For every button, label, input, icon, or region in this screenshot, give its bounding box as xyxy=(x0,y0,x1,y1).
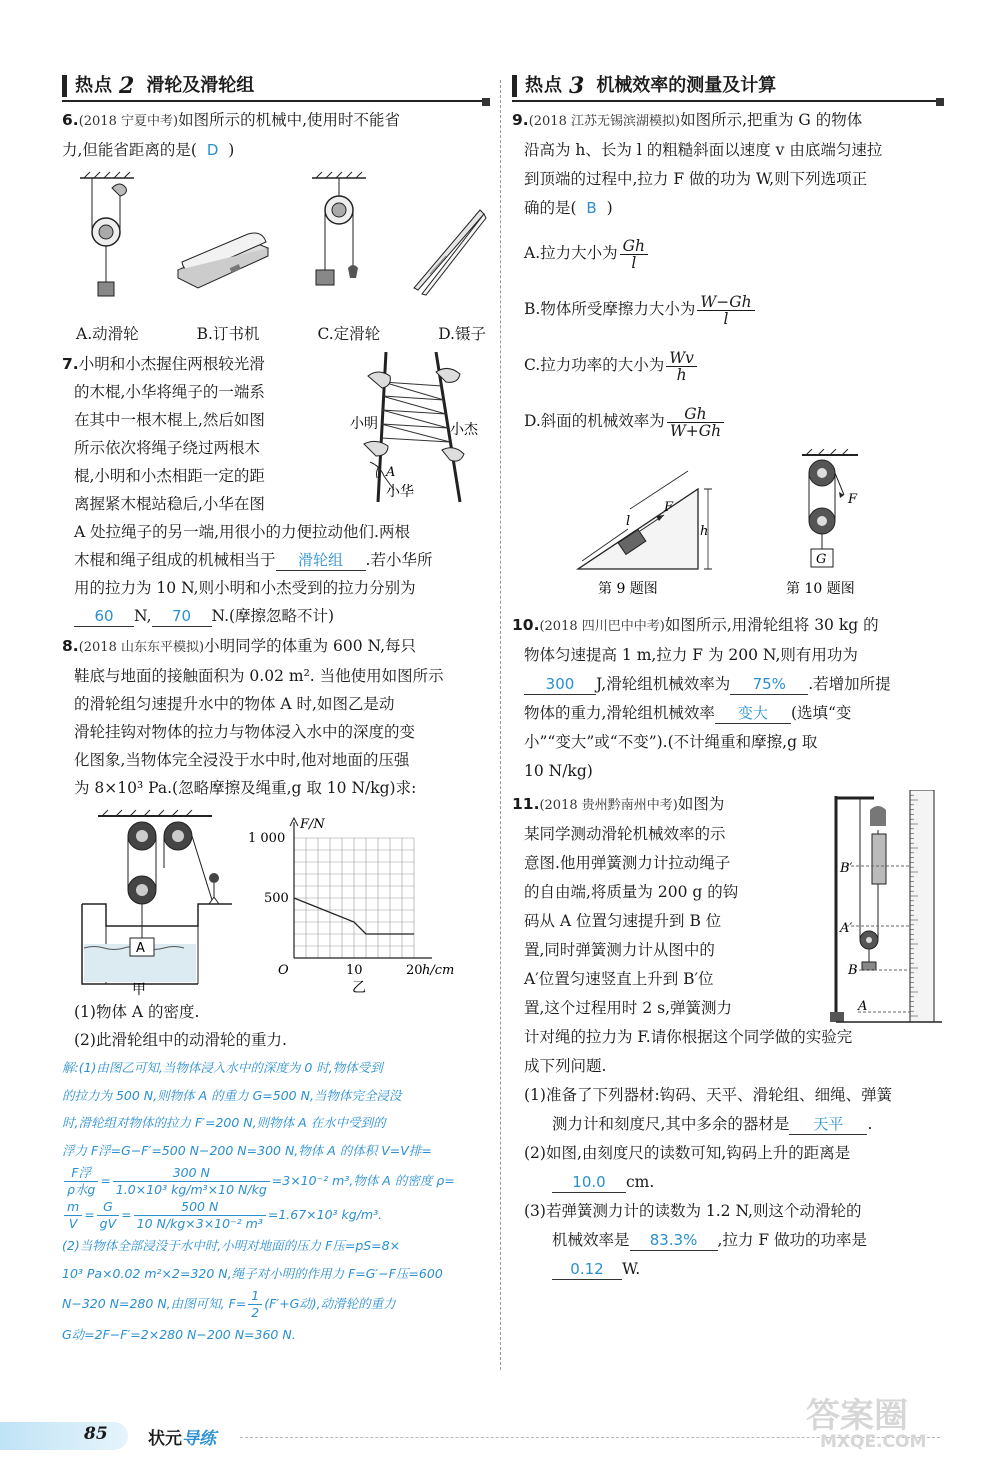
label-xiaohua: 小华 xyxy=(386,484,414,500)
figure-9-caption: 第 9 题图 xyxy=(598,581,658,597)
question-text: 为 8×10³ Pa.(忽略摩擦及绳重,g 取 10 N/kg)求: xyxy=(74,779,417,797)
question-text: 确的是( xyxy=(524,199,577,217)
q7-figure xyxy=(350,352,490,520)
denominator: l xyxy=(723,309,729,328)
answer-blank: 10.0 xyxy=(552,1172,626,1193)
question-10 xyxy=(512,611,944,786)
question-text: 测力计和刻度尺,其中多余的器材是 xyxy=(552,1115,790,1133)
solution-line: G动=2F−F′=2×280 N−200 N=360 N. xyxy=(62,1327,296,1342)
question-text: N.(摩擦忽略不计) xyxy=(211,607,335,625)
question-text: 10 N/kg) xyxy=(524,762,593,780)
page-number: 85 xyxy=(84,1424,108,1444)
question-text: 化图象,当物体完全浸没于水中时,他对地面的压强 xyxy=(74,751,410,769)
solution-line: =1.67×10³ kg/m³. xyxy=(267,1207,383,1222)
pulley-block-figure xyxy=(778,449,888,599)
question-text: 物体的重力,滑轮组机械效率 xyxy=(524,704,715,722)
question-text: 的滑轮组匀速提升水中的物体 A 时,如图乙是动 xyxy=(74,695,395,713)
question-text: 力,但能省距离的是( xyxy=(62,141,197,159)
question-9 xyxy=(512,106,944,599)
brand-part: 导练 xyxy=(182,1429,216,1449)
denominator: 2 xyxy=(251,1305,260,1320)
label-g: G xyxy=(816,552,827,567)
section-header-3 xyxy=(512,72,944,102)
denominator: W+Gh xyxy=(669,421,722,440)
numerator: 1 xyxy=(248,1288,262,1305)
denominator: V xyxy=(68,1216,78,1231)
question-source: (2018 江苏无锡滨湖模拟) xyxy=(528,114,681,129)
denominator: ρ水g xyxy=(67,1182,96,1197)
q9-q10-figures xyxy=(512,449,944,599)
question-text: ) xyxy=(228,141,235,159)
option-a: A.拉力大小为 xyxy=(524,244,618,262)
question-text: cm. xyxy=(626,1173,655,1191)
label-a: A xyxy=(386,465,396,480)
corner-mark xyxy=(936,98,944,106)
question-text: N, xyxy=(134,607,152,625)
question-text: J,滑轮组机械效率为 xyxy=(596,675,731,693)
y-tick-label: 500 xyxy=(264,891,289,906)
fixed-pulley-figure xyxy=(294,170,384,320)
numerator: 300 N xyxy=(113,1165,270,1182)
question-text: A 处拉绳子的另一端,用很小的力便拉动他们.两根 xyxy=(74,523,410,541)
fraction xyxy=(248,1288,262,1321)
numerator: Gh xyxy=(667,406,724,423)
question-text: 棍,小明和小杰相距一定的距 xyxy=(74,467,265,485)
option-c: C.定滑轮 xyxy=(317,325,381,343)
question-text: 的木棍,小华将绳子的一端系 xyxy=(74,383,265,401)
numerator: W−Gh xyxy=(697,294,754,311)
answer-blank: 83.3% xyxy=(630,1230,718,1251)
question-number: 8. xyxy=(62,637,79,655)
sub-question-1: (1)物体 A 的密度. xyxy=(74,1003,200,1021)
question-number: 7. xyxy=(62,355,79,373)
option-a: A.动滑轮 xyxy=(76,325,139,343)
answer-blank: 0.12 xyxy=(552,1259,622,1280)
question-text: 机械效率是 xyxy=(552,1231,630,1249)
solution-line: 解:(1)由图乙可知,当物体浸入水中的深度为 0 时,物体受到 xyxy=(62,1060,383,1075)
numerator: Wv xyxy=(666,350,697,367)
fraction xyxy=(64,1199,82,1232)
question-text: 如图所示,把重为 G 的物体 xyxy=(680,111,863,129)
answer-blank: 滑轮组 xyxy=(276,550,366,571)
x-tick-label: 10 xyxy=(346,963,363,978)
denominator: 1.0×10³ kg/m³×10 N/kg xyxy=(115,1182,267,1197)
question-text: 如图所示,用滑轮组将 30 kg 的 xyxy=(664,616,879,634)
question-text: 鞋底与地面的接触面积为 0.02 m². 当他使用如图所示 xyxy=(74,667,444,685)
chart-grid xyxy=(294,838,414,958)
question-text: 小”“变大”或“不变”).(不计绳重和摩擦,g 取 xyxy=(524,733,818,751)
fraction xyxy=(666,350,697,383)
solution-line: =3×10⁻² m³,物体 A 的密度 ρ= xyxy=(271,1173,455,1188)
q6-figures xyxy=(62,170,490,320)
force-depth-chart xyxy=(242,808,472,998)
page-tab xyxy=(0,1422,128,1450)
question-text: .若增加所提 xyxy=(808,675,891,693)
y-tick-label: 1 000 xyxy=(248,831,286,846)
option-d: D.镊子 xyxy=(438,325,486,343)
q6-options xyxy=(62,320,490,348)
watermark-logo: 答案圈 xyxy=(806,1396,908,1436)
section-title: 滑轮及滑轮组 xyxy=(146,75,255,96)
question-text: 小明同学的体重为 600 N,每只 xyxy=(204,637,417,655)
question-source: (2018 宁夏中考) xyxy=(78,114,179,129)
y-axis-label: F/N xyxy=(300,817,325,832)
figure-10-caption: 第 10 题图 xyxy=(786,581,855,597)
question-text: 沿高为 h、长为 l 的粗糙斜面以速度 v 由底端匀速拉 xyxy=(524,141,883,159)
x-tick-label: O xyxy=(278,963,289,978)
column-divider xyxy=(500,80,501,1370)
question-text: 滑轮挂钩对物体的拉力与物体浸入水中的深度的变 xyxy=(74,723,416,741)
q8-figures xyxy=(62,808,490,998)
question-text: 码从 A 位置匀速提升到 B 位 xyxy=(524,912,722,930)
pulley-system-figure xyxy=(62,808,242,998)
question-text: (选填“变 xyxy=(790,704,852,722)
question-text: .若小华所 xyxy=(365,551,433,569)
numerator: Gh xyxy=(620,238,648,255)
right-column xyxy=(512,72,944,1284)
label-a-prime: A′ xyxy=(840,921,853,936)
label-f: F xyxy=(664,500,674,515)
movable-pulley-figure xyxy=(62,170,152,320)
answer: B xyxy=(586,199,597,217)
question-number: 6. xyxy=(62,111,79,129)
option-c: C.拉力功率的大小为 xyxy=(524,356,665,374)
answer-blank: 75% xyxy=(730,674,808,695)
question-source: (2018 四川巴中中考) xyxy=(539,619,665,634)
solution-line: (F′+G动),动滑轮的重力 xyxy=(264,1296,396,1311)
question-text: 所示依次将绳子绕过两根木 xyxy=(74,439,261,457)
question-number: 10. xyxy=(512,616,540,634)
sub-question-3: (3)若弹簧测力计的读数为 1.2 N,则这个动滑轮的 xyxy=(524,1202,862,1220)
numerator: m xyxy=(64,1199,82,1216)
question-text: 置,这个过程用时 2 s,弹簧测力 xyxy=(524,999,733,1017)
question-11 xyxy=(512,790,944,1284)
solution-line: 时,滑轮组对物体的拉力 F′=200 N,则物体 A 在水中受到的 xyxy=(62,1115,386,1130)
answer-blank: 300 xyxy=(524,674,596,695)
question-6 xyxy=(62,106,490,348)
option-b: B.订书机 xyxy=(196,325,260,343)
corner-mark xyxy=(482,98,490,106)
question-number: 9. xyxy=(512,111,529,129)
hot-number: 3 xyxy=(569,73,585,99)
header-bar xyxy=(512,75,517,97)
option-b: B.物体所受摩擦力大小为 xyxy=(524,300,696,318)
sub-question-2: (2)此滑轮组中的动滑轮的重力. xyxy=(74,1031,287,1049)
question-8 xyxy=(62,632,490,1349)
question-text: 离握紧木棍站稳后,小华在图 xyxy=(74,495,265,513)
label-l: l xyxy=(626,514,631,529)
fraction xyxy=(113,1165,270,1198)
question-text: A′位置匀速竖直上升到 B′位 xyxy=(524,970,714,988)
fraction xyxy=(697,294,754,327)
tweezers-figure xyxy=(400,170,490,320)
fraction xyxy=(134,1199,266,1232)
question-text: ) xyxy=(606,199,613,217)
question-7 xyxy=(62,350,490,630)
incline-figure xyxy=(568,449,718,599)
question-text: 置,同时弹簧测力计从图中的 xyxy=(524,941,715,959)
question-number: 11. xyxy=(512,795,540,813)
header-bar xyxy=(62,75,67,97)
question-source: (2018 山东东平模拟) xyxy=(78,640,205,655)
left-column xyxy=(62,72,490,1349)
q11-apparatus-figure xyxy=(814,790,944,1030)
question-text: 如图为 xyxy=(677,795,725,813)
figure-jia-label: 甲 xyxy=(132,982,146,998)
watermark-url: MXQE.COM xyxy=(820,1432,927,1452)
sub-question-1: (1)准备了下列器材:钩码、天平、滑轮组、细绳、弹簧 xyxy=(524,1086,893,1104)
denominator: 10 N/kg×3×10⁻² m³ xyxy=(136,1216,263,1231)
solution-line: N−320 N=280 N,由图可知, F= xyxy=(62,1296,247,1311)
solution-line: (2)当物体全部浸没于水中时,小明对地面的压力 F压=pS=8× xyxy=(62,1238,401,1253)
answer-blank: 天平 xyxy=(789,1114,867,1135)
answer-blank: 70 xyxy=(152,606,212,627)
question-text: 小明和小杰握住两根较光滑 xyxy=(78,355,265,373)
solution-block: 解:(1)由图乙可知,当物体浸入水中的深度为 0 时,物体受到 的拉力为 500 N,则物体 A 的重力 G=500 N,当物体完全浸没 时,滑轮组对物体的拉力 F′=200 N,则物体 A 在水中受到的 浮力 F浮=G−F′=500 N−200 N=300 N,物体 A 的体积 V=V排= $\frac{\text{F浮}}{\text{ρ水g}}$ = $\frac{300 N}{\text{1.0×10³ kg/m³×10 N/kg}}$ =3×10⁻² m³,物体 A 的密度 ρ= $\frac{m}{V}$ = $\frac{G}{gV}$ = $\frac{500 N}{\text{10 N/kg×3×10⁻² m³}}$ =1.67×10³ kg/m³. (2)当物体全部浸没于水中时,小明对地面的压力 F压=pS=8× 10³ Pa×0.02 m²×2=320 N,绳子对小明的作用力 F=G′−F压=600 N−320 N=280 N,由图可知, F= $\frac{1}{2}$ (F′+G动),动滑轮的重力 G动=2F−F′=2×280 N−200 N=360 N. xyxy=(62,1054,490,1349)
brand-part: 状元 xyxy=(148,1429,182,1449)
question-text: 物体匀速提高 1 m,拉力 F 为 200 N,则有用功为 xyxy=(524,646,858,664)
question-text: 意图.他用弹簧测力计拉动绳子 xyxy=(524,854,731,872)
question-text: 用的拉力为 10 N,则小明和小杰受到的拉力分别为 xyxy=(74,579,416,597)
question-text: 的自由端,将质量为 200 g 的钩 xyxy=(524,883,739,901)
question-text: 成下列问题. xyxy=(524,1057,607,1075)
question-text: 某同学测动滑轮机械效率的示 xyxy=(524,825,726,843)
answer-blank: 变大 xyxy=(715,703,791,724)
denominator: h xyxy=(676,365,687,384)
denominator: l xyxy=(631,253,637,272)
question-text: 计对绳的拉力为 F.请你根据这个同学做的实验完 xyxy=(524,1028,853,1046)
section-title: 机械效率的测量及计算 xyxy=(596,75,777,96)
solution-line: 浮力 F浮=G−F′=500 N−200 N=300 N,物体 A 的体积 V=V排= xyxy=(62,1142,432,1158)
hot-number: 2 xyxy=(119,73,135,99)
label-f: F xyxy=(848,492,858,507)
label-b-prime: B′ xyxy=(840,861,853,876)
solution-line: 10³ Pa×0.02 m²×2=320 N,绳子对小明的作用力 F=G′−F压=600 xyxy=(62,1265,443,1281)
x-tick-label: 20 xyxy=(406,963,423,978)
solution-line: 的拉力为 500 N,则物体 A 的重力 G=500 N,当物体完全浸没 xyxy=(62,1087,402,1103)
sub-question-2: (2)如图,由刻度尺的读数可知,钩码上升的距离是 xyxy=(524,1144,851,1162)
brand-name xyxy=(148,1424,216,1449)
fraction xyxy=(97,1199,120,1232)
hot-label: 热点 xyxy=(525,75,563,96)
label-xiaoming: 小明 xyxy=(350,416,378,432)
x-axis-label: h/cm xyxy=(422,963,455,978)
question-source: (2018 贵州黔南州中考) xyxy=(539,798,678,813)
label-h: h xyxy=(700,524,709,539)
object-a-label: A xyxy=(136,941,145,956)
fraction xyxy=(64,1165,98,1198)
stapler-figure xyxy=(168,170,278,320)
answer-blank: 60 xyxy=(74,606,134,627)
question-text: 如图所示的机械中,使用时不能省 xyxy=(178,111,400,129)
hot-label: 热点 xyxy=(75,75,113,96)
figure-yi-label: 乙 xyxy=(352,980,366,996)
question-text: W. xyxy=(622,1260,641,1278)
label-b: B xyxy=(848,963,858,978)
label-a: A xyxy=(858,999,868,1014)
fraction xyxy=(667,406,724,439)
answer: D xyxy=(206,141,219,159)
section-header-2 xyxy=(62,72,490,102)
numerator: 500 N xyxy=(134,1199,266,1216)
numerator: G xyxy=(97,1199,120,1216)
question-text: ,拉力 F 做功的功率是 xyxy=(717,1231,868,1249)
fraction xyxy=(620,238,648,271)
question-text: . xyxy=(867,1115,873,1133)
numerator: F浮 xyxy=(64,1165,98,1182)
option-d: D.斜面的机械效率为 xyxy=(524,412,665,430)
question-text: 木棍和绳子组成的机械相当于 xyxy=(74,551,276,569)
denominator: gV xyxy=(99,1216,117,1231)
question-text: 到顶端的过程中,拉力 F 做的功为 W,则下列选项正 xyxy=(524,170,868,188)
label-xiaojie: 小杰 xyxy=(450,422,478,438)
question-text: 在其中一根木棍上,然后如图 xyxy=(74,411,265,429)
